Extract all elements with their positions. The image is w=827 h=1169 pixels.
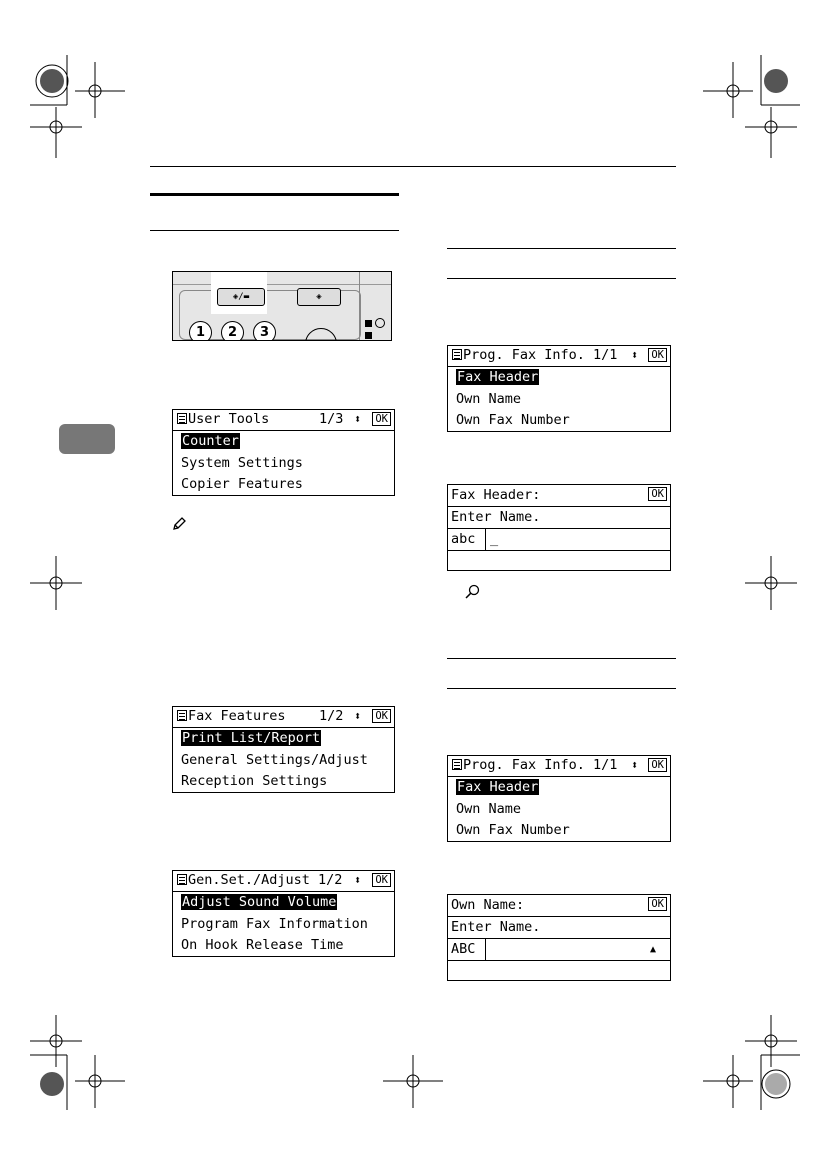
up-down-arrow-icon: ⬍ xyxy=(354,412,362,426)
ok-key-icon[interactable]: OK xyxy=(648,348,667,362)
lcd-menu-item[interactable]: Own Fax Number xyxy=(456,412,570,428)
lcd-title: User Tools xyxy=(188,411,270,427)
lcd-title: Prog. Fax Info. 1/1 xyxy=(463,757,618,773)
ok-key-icon[interactable]: OK xyxy=(648,897,667,911)
scroll-up-arrow-icon: ▲ xyxy=(650,944,657,955)
up-down-arrow-icon: ⬍ xyxy=(354,873,362,887)
lcd-menu-item[interactable]: Fax Header xyxy=(457,779,539,795)
lcd-title: Prog. Fax Info. 1/1 xyxy=(463,347,618,363)
lcd-menu-item[interactable]: Adjust Sound Volume xyxy=(182,894,337,910)
lcd-title: Gen.Set./Adjust 1/2 xyxy=(188,872,343,888)
lcd-menu-item[interactable]: Counter xyxy=(182,433,239,449)
lcd-title: Fax Header: xyxy=(451,487,541,503)
lcd-menu-item[interactable]: General Settings/Adjust xyxy=(181,751,368,768)
lcd-title: Own Name: xyxy=(451,897,525,913)
lcd-menu-item[interactable]: Program Fax Information xyxy=(181,915,368,932)
user-tools-key-icon: ◈/▬ xyxy=(232,292,250,302)
lcd-menu-item[interactable]: System Settings xyxy=(181,454,303,471)
lcd-prompt: Enter Name. xyxy=(448,507,670,529)
lcd-menu-item[interactable]: Own Name xyxy=(456,390,522,407)
lcd-menu-item[interactable]: Copier Features xyxy=(181,476,303,492)
lcd-page: 1/3 xyxy=(319,411,344,427)
lcd-menu-item[interactable]: On Hook Release Time xyxy=(181,937,344,953)
lcd-menu-item[interactable]: Print List/Report xyxy=(182,730,321,746)
key-1-label: 1 xyxy=(195,325,206,340)
text-cursor: _ xyxy=(490,531,499,547)
ok-key-icon[interactable]: OK xyxy=(372,709,391,723)
ok-key-icon[interactable]: OK xyxy=(372,412,391,426)
lcd-title: Fax Features xyxy=(188,708,286,724)
up-down-arrow-icon: ⬍ xyxy=(631,758,639,772)
up-down-arrow-icon: ⬍ xyxy=(631,348,639,362)
lcd-page: 1/2 xyxy=(319,708,344,724)
input-mode: ABC xyxy=(451,941,476,957)
up-down-arrow-icon: ⬍ xyxy=(354,709,362,723)
start-key-icon: ◈ xyxy=(316,292,322,302)
lcd-menu-item[interactable]: Own Name xyxy=(456,800,522,817)
input-mode: abc xyxy=(451,531,476,547)
ok-key-icon[interactable]: OK xyxy=(648,487,667,501)
lcd-menu-item[interactable]: Fax Header xyxy=(457,369,539,385)
ok-key-icon[interactable]: OK xyxy=(648,758,667,772)
lcd-menu-item[interactable]: Reception Settings xyxy=(181,773,328,789)
ok-key-icon[interactable]: OK xyxy=(372,873,391,887)
key-2-label: 2 xyxy=(227,325,238,340)
lcd-menu-item[interactable]: Own Fax Number xyxy=(456,822,570,838)
lcd-prompt: Enter Name. xyxy=(448,917,670,939)
key-3-label: 3 xyxy=(259,325,270,340)
